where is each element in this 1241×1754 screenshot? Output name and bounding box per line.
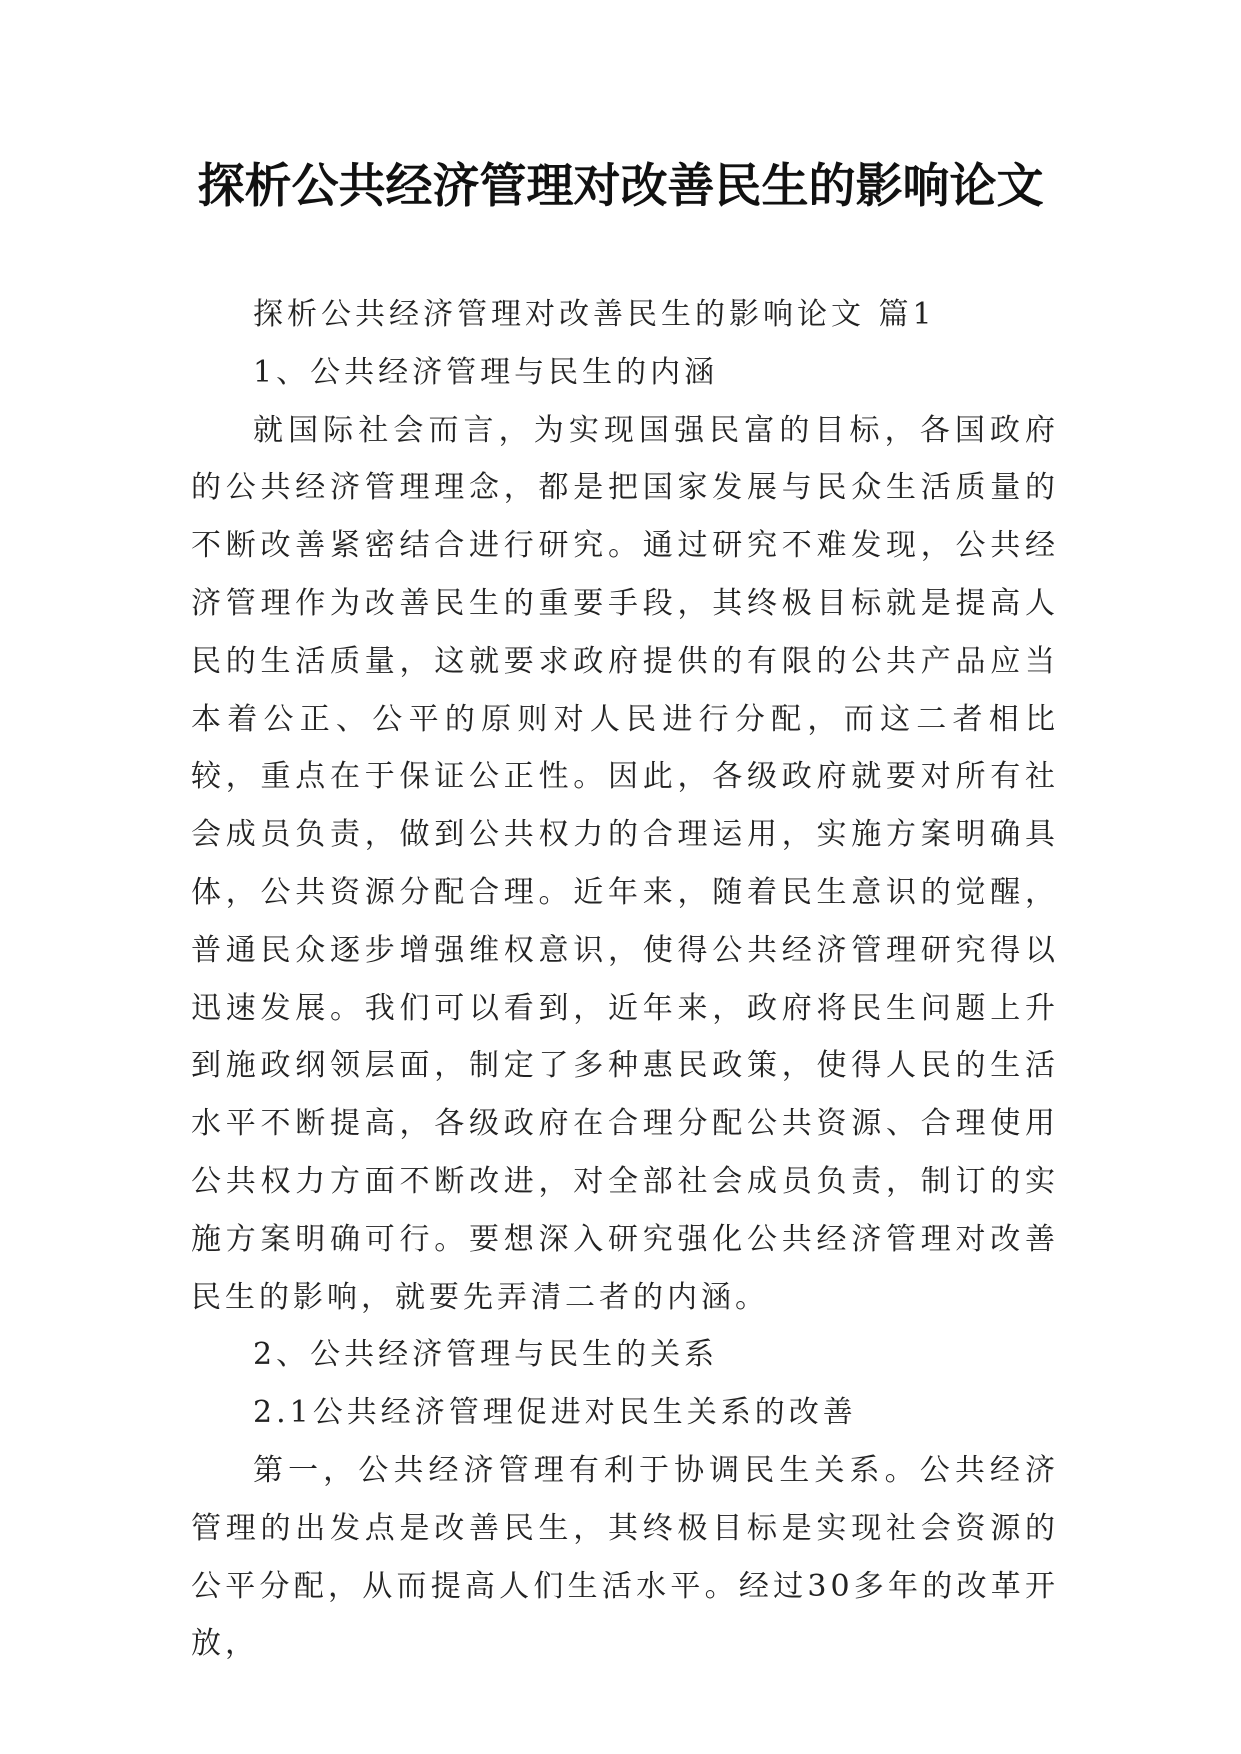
subsection-heading-2-1: 2.1公共经济管理促进对民生关系的改善: [253, 1395, 857, 1431]
body-paragraph: 就国际社会而言，为实现国强民富的目标，各国政府的公共经济管理理念，都是把国家发展与民众生活质量的不断改善紧密结合进行研究。通过研究不难发现，公共经济管理作为改善民生的重要手段，其终极目标就是提高人民的生活质量，这就要求政府提供的有限的公共产品应当本着公正、公平的原则对人民进行分配，而这二者相比较，重点在于保证公正性。因此，各级政府就要对所有社会成员负责，做到公共权力的合理运用，实施方案明确具体，公共资源分配合理。近年来，随着民生意识的觉醒，普通民众逐步增强维权意识，使得公共经济管理研究得以迅速发展。我们可以看到，近年来，政府将民生问题上升到施政纲领层面，制定了多种惠民政策，使得人民的生活水平不断提高，各级政府在合理分配公共资源、合理使用公共权力方面不断改进，对全部社会成员负责，制订的实施方案明确可行。要想深入研究强化公共经济管理对改善民生的影响，就要先弄清二者的内涵。: [191, 412, 1059, 1315]
document-body: [191, 286, 1059, 1673]
section-heading-2: 2、公共经济管理与民生的关系: [253, 1337, 719, 1373]
section-heading-1: 1、公共经济管理与民生的内涵: [253, 354, 719, 390]
section-heading-part-1: 探析公共经济管理对改善民生的影响论文 篇1: [253, 297, 936, 332]
document-title: 探析公共经济管理对改善民生的影响论文: [197, 159, 1044, 214]
body-paragraph: 第一，公共经济管理有利于协调民生关系。公共经济管理的出发点是改善民生，其终极目标是实现社会资源的公平分配，从而提高人们生活水平。经过30多年的改革开放，: [191, 1452, 1059, 1662]
